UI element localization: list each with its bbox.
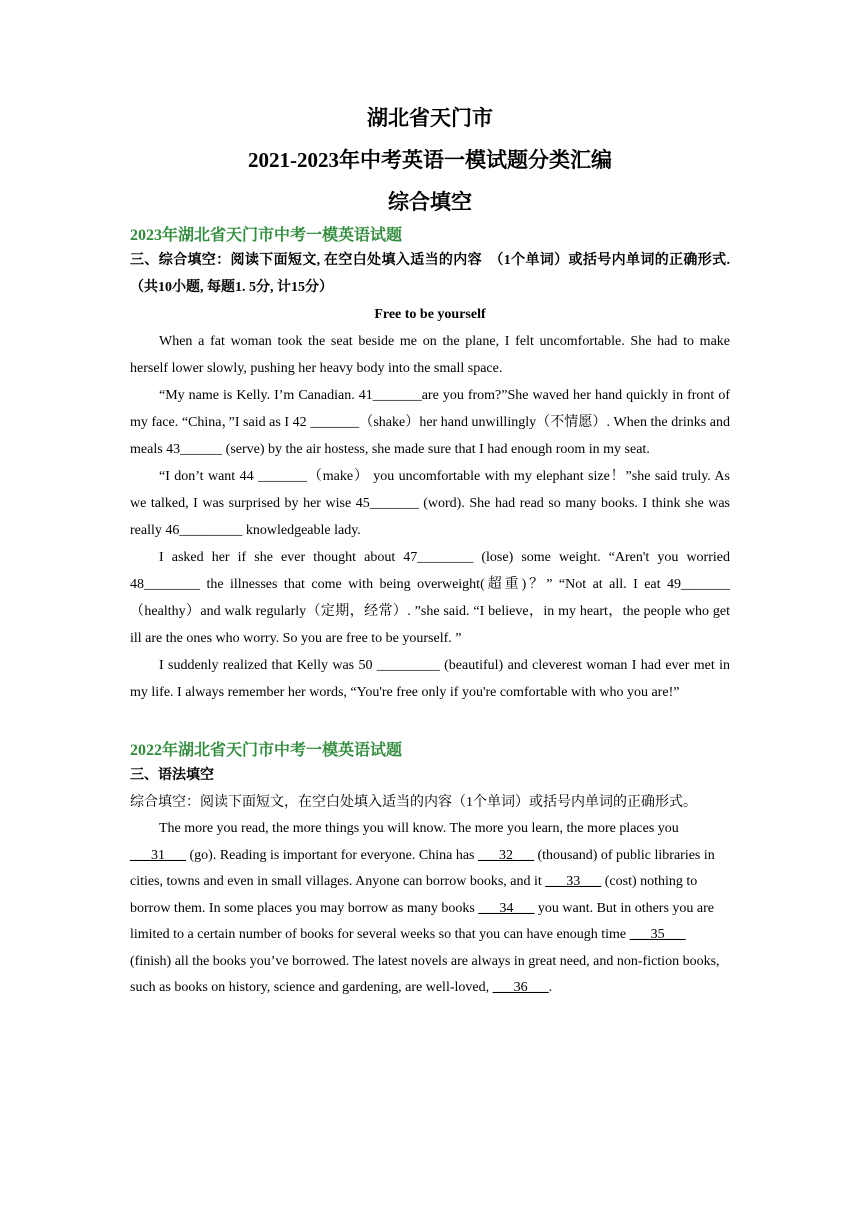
text-run: (go). Reading is important for everyone. China has <box>186 847 478 863</box>
text-run: (thousand) of public libraries in cities, towns and even in small villages. Anyone can borrow books, and it <box>130 847 715 889</box>
story-title: Free to be yourself <box>374 307 486 322</box>
blank-36: ___36___ <box>492 980 549 995</box>
text-run: (cost) nothing to borrow them. In some places you may borrow as many books <box>130 874 698 916</box>
section-2023-heading: 2023年湖北省天门市中考一模英语试题 <box>130 227 403 244</box>
story-paragraph-2: “My name is Kelly. I’m Canadian. 41_______are you from?”She waved her hand quickly in front of my face. “China，”I said as I 42 _______（shake）her hand unwillingly（不情愿）. When the drinks and meals 43______ (serve) by the air hostess, she made sure that I had enough room in my seat. <box>130 388 730 457</box>
text-run: you want. But in others you are limited to a certain number of books for several weeks so that you can have enough time <box>130 900 715 942</box>
text-run: The more you read, the more things you will know. The more you learn, the more places you <box>159 821 679 836</box>
blank-31: ___31___ <box>130 847 186 863</box>
section-2022-subheading: 三、语法填空 <box>130 768 214 783</box>
blank-35: ___35___ <box>629 927 686 942</box>
story-paragraph-3: “I don’t want 44 _______（make） you uncomfortable with my elephant size！”she said truly. As we talked, I was surprised by her wise 45_______ (word). She had read so many books. I think she was really 46_________ knowledgeable lady. <box>130 469 730 538</box>
blank-33: ___33___ <box>545 874 602 889</box>
story-paragraph-5: I suddenly realized that Kelly was 50 _________ (beautiful) and cleverest woman I had ever met in my life. I always remember her words, “You're free only if you're comfortable with who you are!” <box>130 658 730 700</box>
doc-title-main: 2021-2023年中考英语一模试题分类汇编 <box>248 148 612 172</box>
doc-title-region: 湖北省天门市 <box>367 106 493 130</box>
section-2022-instruction: 综合填空：阅读下面短文，在空白处填入适当的内容（1个单词）或括号内单词的正确形式。 <box>130 795 697 810</box>
blank-34: ___34___ <box>478 900 535 916</box>
text-run: (finish) all the books you’ve borrowed. The latest novels are always in great need, and non-fiction books, such as books on history, science and gardening, are well-loved, <box>130 953 720 995</box>
section-2023-instruction: 三、综合填空：阅读下面短文, 在空白处填入适当的内容 （1个单词）或括号内单词的正确形式. （共10小题, 每题1. 5分, 计15分） <box>130 253 730 295</box>
blank-32: ___32___ <box>477 847 534 863</box>
story-paragraph-4: I asked her if she ever thought about 47________ (lose) some weight. “Aren't you worried 48________ the illnesses that come with being overweight(超重)？” “Not at all. I eat 49_______（healthy）and walk regularly（定期，经常）. ”she said. “I believe，in my heart，the people who get ill are the ones who worry. So you are free to be yourself. ” <box>130 550 730 646</box>
reading-paragraph <box>130 816 730 1002</box>
story-paragraph-1: When a fat woman took the seat beside me on the plane, I felt uncomfortable. She had to make herself lower slowly, pushing her heavy body into the small space. <box>130 334 730 376</box>
document-page <box>130 100 730 1002</box>
text-run: . <box>548 980 553 995</box>
doc-title-topic: 综合填空 <box>388 190 472 214</box>
section-2022-heading: 2022年湖北省天门市中考一模英语试题 <box>130 742 403 759</box>
